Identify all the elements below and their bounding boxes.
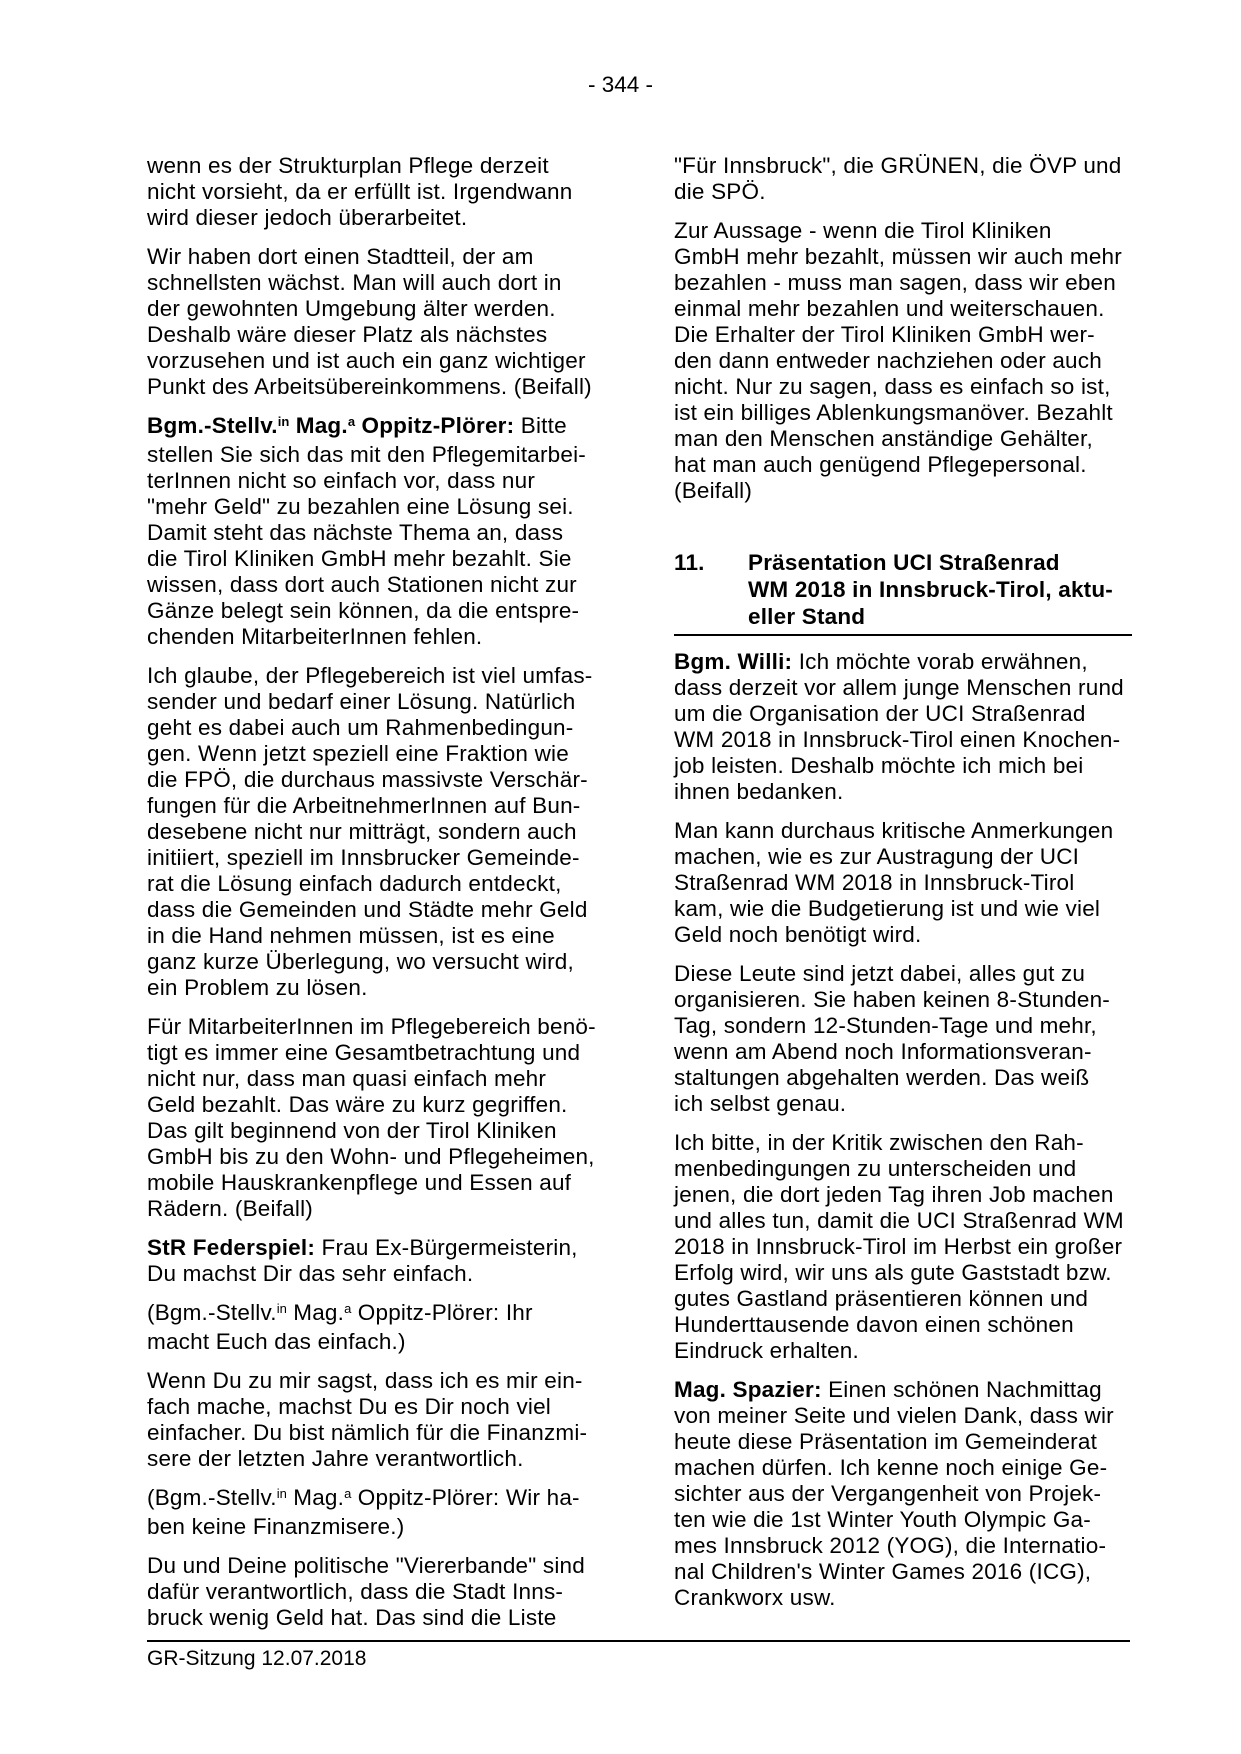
text-line — [674, 244, 1132, 270]
text-line — [147, 1118, 609, 1144]
section-title — [748, 549, 1113, 630]
text-line — [674, 1013, 1132, 1039]
paragraph — [674, 961, 1132, 1117]
text-line — [674, 1559, 1132, 1585]
text-segment: rat die Lösung einfach dadurch entdeckt, — [147, 871, 562, 896]
text-line — [748, 549, 1113, 576]
paragraph — [147, 153, 609, 231]
text-line — [674, 1312, 1132, 1338]
text-line — [147, 689, 609, 715]
text-segment: tigt es immer eine Gesamtbetrachtung und — [147, 1040, 581, 1065]
text-segment: um die Organisation der UCI Straßenrad — [674, 701, 1086, 726]
text-segment: dass derzeit vor allem junge Menschen rund — [674, 675, 1124, 700]
text-segment: WM 2018 in Innsbruck-Tirol, aktu- — [748, 577, 1113, 602]
text-line — [674, 649, 1132, 675]
text-segment: Rädern. (Beifall) — [147, 1196, 313, 1221]
text-line — [147, 663, 609, 689]
text-segment: mes Innsbruck 2012 (YOG), die Internatio- — [674, 1533, 1107, 1558]
text-line — [147, 322, 609, 348]
text-segment: organisieren. Sie haben keinen 8-Stunden- — [674, 987, 1110, 1012]
text-segment: einmal mehr bezahlen und weiterschauen. — [674, 296, 1105, 321]
text-segment: nicht. Nur zu sagen, dass es einfach so ist, — [674, 374, 1111, 399]
text-segment: eller Stand — [748, 604, 866, 629]
text-line — [147, 845, 609, 871]
text-line — [147, 1014, 609, 1040]
text-segment: geht es dabei auch um Rahmenbedingun- — [147, 715, 574, 740]
text-line — [147, 741, 609, 767]
text-segment: Ich möchte vorab erwähnen, — [792, 649, 1088, 674]
paragraph — [674, 218, 1132, 504]
paragraph — [674, 1377, 1132, 1611]
text-line — [147, 1605, 609, 1631]
text-line — [147, 244, 609, 270]
text-line — [674, 896, 1132, 922]
paragraph — [147, 244, 609, 400]
text-segment: Damit steht das nächste Thema an, dass — [147, 520, 564, 545]
text-segment: staltungen abgehalten werden. Das weiß — [674, 1065, 1090, 1090]
text-line — [674, 1182, 1132, 1208]
text-segment: Mag. — [286, 1485, 345, 1510]
text-segment: GmbH mehr bezahlt, müssen wir auch mehr — [674, 244, 1122, 269]
text-segment: bezahlen - muss man sagen, dass wir eben — [674, 270, 1116, 295]
text-segment: Oppitz-Plörer: — [355, 413, 515, 438]
text-line — [674, 296, 1132, 322]
text-line — [147, 270, 609, 296]
page-number: - 344 - — [587, 72, 654, 97]
text-segment: jenen, die dort jeden Tag ihren Job machen — [674, 1182, 1114, 1207]
text-line — [147, 1040, 609, 1066]
text-line — [674, 779, 1132, 805]
text-line — [147, 296, 609, 322]
superscript: in — [276, 1486, 287, 1501]
paragraph — [147, 1485, 609, 1540]
text-segment: Hunderttausende davon einen schönen — [674, 1312, 1074, 1337]
text-segment: Mag. — [289, 413, 348, 438]
left-column — [147, 153, 609, 1631]
text-segment: Wir haben dort einen Stadtteil, der am — [147, 244, 534, 269]
text-line — [674, 1429, 1132, 1455]
text-line — [147, 1420, 609, 1446]
text-line — [674, 1039, 1132, 1065]
paragraph — [147, 1014, 609, 1222]
text-line — [147, 572, 609, 598]
text-line — [674, 987, 1132, 1013]
superscript: a — [347, 414, 356, 429]
right-column — [674, 153, 1132, 1611]
superscript: in — [276, 1301, 287, 1316]
text-segment: man den Menschen anständige Gehälter, — [674, 426, 1093, 451]
text-segment: Du und Deine politische "Viererbande" sind — [147, 1553, 585, 1578]
text-segment: wenn es der Strukturplan Pflege derzeit — [147, 153, 549, 178]
text-line — [674, 322, 1132, 348]
text-segment: ben keine Finanzmisere.) — [147, 1514, 405, 1539]
text-segment: Die Erhalter der Tirol Kliniken GmbH wer- — [674, 322, 1095, 347]
text-segment: bruck wenig Geld hat. Das sind die Liste — [147, 1605, 557, 1630]
text-segment: dafür verantwortlich, dass die Stadt Inns- — [147, 1579, 564, 1604]
text-segment: Wenn Du zu mir sagst, dass ich es mir ein- — [147, 1368, 583, 1393]
text-line — [674, 1533, 1132, 1559]
text-line — [147, 468, 609, 494]
text-line — [147, 1368, 609, 1394]
text-line — [674, 1065, 1132, 1091]
text-segment: chenden MitarbeiterInnen fehlen. — [147, 624, 483, 649]
text-segment: Einen schönen Nachmittag — [821, 1377, 1102, 1402]
text-line — [147, 1196, 609, 1222]
text-segment: die FPÖ, die durchaus massivste Verschär- — [147, 767, 588, 792]
text-line — [147, 413, 609, 442]
text-segment: nal Children's Winter Games 2016 (ICG), — [674, 1559, 1092, 1584]
text-line — [147, 1300, 609, 1329]
text-segment: Bgm. Willi: — [674, 649, 793, 674]
text-line — [674, 1156, 1132, 1182]
section-heading — [674, 549, 1132, 636]
text-line — [748, 576, 1113, 603]
text-line — [147, 494, 609, 520]
text-segment: hat man auch genügend Pflegepersonal. — [674, 452, 1087, 477]
paragraph — [674, 153, 1132, 205]
text-line — [147, 546, 609, 572]
text-segment: schnellsten wächst. Man will auch dort in — [147, 270, 562, 295]
text-segment: Mag. Spazier: — [674, 1377, 822, 1402]
text-segment: fungen für die ArbeitnehmerInnen auf Bun- — [147, 793, 581, 818]
text-segment: kam, wie die Budgetierung ist und wie viel — [674, 896, 1101, 921]
text-segment: "mehr Geld" zu bezahlen eine Lösung sei. — [147, 494, 574, 519]
text-line — [147, 179, 609, 205]
text-line — [147, 871, 609, 897]
text-segment: und alles tun, damit die UCI Straßenrad WM — [674, 1208, 1124, 1233]
text-segment: Geld bezahlt. Das wäre zu kurz gegriffen. — [147, 1092, 568, 1117]
text-line — [147, 442, 609, 468]
text-segment: dass die Gemeinden und Städte mehr Geld — [147, 897, 588, 922]
text-segment: Gänze belegt sein können, da die entspre- — [147, 598, 580, 623]
text-line — [674, 753, 1132, 779]
text-line — [674, 961, 1132, 987]
text-segment: Geld noch benötigt wird. — [674, 922, 922, 947]
text-line — [674, 426, 1132, 452]
text-line — [147, 374, 609, 400]
text-line — [147, 598, 609, 624]
text-line — [674, 1481, 1132, 1507]
text-line — [748, 603, 1113, 630]
text-segment: (Beifall) — [674, 478, 753, 503]
text-line — [147, 923, 609, 949]
text-segment: Erfolg wird, wir uns als gute Gaststadt bzw. — [674, 1260, 1112, 1285]
paragraph — [147, 1553, 609, 1631]
text-segment: wird dieser jedoch überarbeitet. — [147, 205, 468, 230]
text-segment: Oppitz-Plörer: Wir ha- — [351, 1485, 580, 1510]
text-line — [147, 1170, 609, 1196]
text-segment: wissen, dass dort auch Stationen nicht zur — [147, 572, 577, 597]
text-segment: der gewohnten Umgebung älter werden. — [147, 296, 556, 321]
text-line — [674, 153, 1132, 179]
text-line — [674, 1455, 1132, 1481]
text-segment: Das gilt beginnend von der Tirol Kliniken — [147, 1118, 557, 1143]
text-segment: Zur Aussage - wenn die Tirol Kliniken — [674, 218, 1052, 243]
text-segment: GmbH bis zu den Wohn- und Pflegeheimen, — [147, 1144, 595, 1169]
text-line — [147, 1329, 609, 1355]
text-line — [674, 1234, 1132, 1260]
text-line — [674, 818, 1132, 844]
paragraph — [674, 818, 1132, 948]
text-line — [147, 1553, 609, 1579]
text-segment: einfacher. Du bist nämlich für die Finanzmi- — [147, 1420, 588, 1445]
text-line — [147, 624, 609, 650]
text-segment: 2018 in Innsbruck-Tirol im Herbst ein großer — [674, 1234, 1123, 1259]
text-line — [147, 767, 609, 793]
text-line — [674, 179, 1132, 205]
text-line — [147, 348, 609, 374]
text-line — [674, 478, 1132, 504]
text-segment: (Bgm.-Stellv. — [147, 1485, 277, 1510]
text-line — [674, 218, 1132, 244]
text-segment: Frau Ex-Bürgermeisterin, — [315, 1235, 578, 1260]
text-line — [147, 975, 609, 1001]
paragraph — [147, 1235, 609, 1287]
text-line — [147, 1235, 609, 1261]
text-segment: Punkt des Arbeitsübereinkommens. (Beifall) — [147, 374, 592, 399]
text-segment: in die Hand nehmen müssen, ist es eine — [147, 923, 555, 948]
text-line — [674, 844, 1132, 870]
text-line — [674, 727, 1132, 753]
text-segment: Crankworx usw. — [674, 1585, 836, 1610]
text-segment: Präsentation UCI Straßenrad — [748, 550, 1060, 575]
text-line — [674, 400, 1132, 426]
text-segment: die SPÖ. — [674, 179, 766, 204]
text-segment: Eindruck erhalten. — [674, 1338, 859, 1363]
text-line — [674, 675, 1132, 701]
text-segment: stellen Sie sich das mit den Pflegemitarbei- — [147, 442, 587, 467]
text-line — [147, 205, 609, 231]
text-segment: Diese Leute sind jetzt dabei, alles gut zu — [674, 961, 1086, 986]
text-segment: sere der letzten Jahre verantwortlich. — [147, 1446, 524, 1471]
paragraph — [147, 413, 609, 650]
text-line — [147, 1394, 609, 1420]
text-line — [674, 374, 1132, 400]
text-segment: von meiner Seite und vielen Dank, dass wir — [674, 1403, 1114, 1428]
text-segment: ein Problem zu lösen. — [147, 975, 368, 1000]
text-segment: ten wie die 1st Winter Youth Olympic Ga- — [674, 1507, 1091, 1532]
text-line — [674, 922, 1132, 948]
text-line — [674, 1403, 1132, 1429]
text-segment: Deshalb wäre dieser Platz als nächstes — [147, 322, 548, 347]
text-segment: Man kann durchaus kritische Anmerkungen — [674, 818, 1114, 843]
text-segment: nicht vorsieht, da er erfüllt ist. Irgendwann — [147, 179, 573, 204]
text-line — [147, 153, 609, 179]
text-line — [674, 348, 1132, 374]
text-line — [674, 1091, 1132, 1117]
superscript: in — [277, 414, 290, 429]
text-line — [674, 1208, 1132, 1234]
text-line — [147, 1485, 609, 1514]
text-line — [147, 715, 609, 741]
text-segment: den dann entweder nachziehen oder auch — [674, 348, 1102, 373]
text-segment: WM 2018 in Innsbruck-Tirol einen Knochen- — [674, 727, 1121, 752]
text-segment: ihnen bedanken. — [674, 779, 844, 804]
text-segment: fach mache, machst Du es Dir noch viel — [147, 1394, 552, 1419]
text-segment: Oppitz-Plörer: Ihr — [351, 1300, 533, 1325]
text-segment: Bgm.-Stellv. — [147, 413, 278, 438]
text-segment: StR Federspiel: — [147, 1235, 316, 1260]
text-segment: sichter aus der Vergangenheit von Projek- — [674, 1481, 1102, 1506]
text-segment: desebene nicht nur mitträgt, sondern auch — [147, 819, 577, 844]
superscript: a — [344, 1301, 352, 1316]
text-segment: Tag, sondern 12-Stunden-Tage und mehr, — [674, 1013, 1097, 1038]
text-line — [147, 1514, 609, 1540]
text-segment: machen dürfen. Ich kenne noch einige Ge- — [674, 1455, 1108, 1480]
text-segment: Du machst Dir das sehr einfach. — [147, 1261, 474, 1286]
footer-session-label: GR-Sitzung 12.07.2018 — [147, 1647, 367, 1670]
text-segment: initiiert, speziell im Innsbrucker Gemeinde- — [147, 845, 580, 870]
text-segment: "Für Innsbruck", die GRÜNEN, die ÖVP und — [674, 153, 1122, 178]
text-line — [674, 1585, 1132, 1611]
text-line — [674, 701, 1132, 727]
paragraph — [147, 1300, 609, 1355]
text-line — [674, 1377, 1132, 1403]
text-line — [147, 1579, 609, 1605]
text-line — [147, 1092, 609, 1118]
text-segment: Ich bitte, in der Kritik zwischen den Rah- — [674, 1130, 1084, 1155]
text-segment: gen. Wenn jetzt speziell eine Fraktion wie — [147, 741, 569, 766]
text-line — [147, 793, 609, 819]
text-line — [147, 520, 609, 546]
text-segment: mobile Hauskrankenpflege und Essen auf — [147, 1170, 572, 1195]
text-line — [674, 1130, 1132, 1156]
text-segment: (Bgm.-Stellv. — [147, 1300, 277, 1325]
text-line — [147, 897, 609, 923]
text-segment: ich selbst genau. — [674, 1091, 847, 1116]
text-segment: nicht nur, dass man quasi einfach mehr — [147, 1066, 547, 1091]
text-segment: die Tirol Kliniken GmbH mehr bezahlt. Sie — [147, 546, 572, 571]
text-line — [674, 452, 1132, 478]
text-segment: menbedingungen zu unterscheiden und — [674, 1156, 1077, 1181]
text-segment: Für MitarbeiterInnen im Pflegebereich benö- — [147, 1014, 596, 1039]
paragraph — [147, 1368, 609, 1472]
paragraph — [674, 649, 1132, 805]
text-segment: macht Euch das einfach.) — [147, 1329, 406, 1354]
text-line — [147, 949, 609, 975]
text-segment: job leisten. Deshalb möchte ich mich bei — [674, 753, 1084, 778]
text-line — [674, 1260, 1132, 1286]
text-line — [147, 1446, 609, 1472]
superscript: a — [344, 1486, 352, 1501]
text-line — [147, 1261, 609, 1287]
text-line — [674, 270, 1132, 296]
text-line — [147, 1144, 609, 1170]
text-segment: Mag. — [286, 1300, 345, 1325]
text-line — [147, 1066, 609, 1092]
text-segment: wenn am Abend noch Informationsveran- — [674, 1039, 1092, 1064]
text-segment: gutes Gastland präsentieren können und — [674, 1286, 1089, 1311]
text-segment: ganz kurze Überlegung, wo versucht wird, — [147, 949, 574, 974]
paragraph — [147, 663, 609, 1001]
text-segment: machen, wie es zur Austragung der UCI — [674, 844, 1080, 869]
text-segment: heute diese Präsentation im Gemeinderat — [674, 1429, 1098, 1454]
text-segment: terInnen nicht so einfach vor, dass nur — [147, 468, 536, 493]
text-line — [674, 1338, 1132, 1364]
footer-divider — [147, 1640, 1130, 1642]
paragraph — [674, 1130, 1132, 1364]
text-line — [674, 870, 1132, 896]
text-segment: Bitte — [514, 413, 567, 438]
text-segment: sender und bedarf einer Lösung. Natürlich — [147, 689, 576, 714]
text-line — [147, 819, 609, 845]
text-segment: vorzusehen und ist auch ein ganz wichtiger — [147, 348, 586, 373]
text-line — [674, 1507, 1132, 1533]
text-line — [674, 1286, 1132, 1312]
text-segment: Ich glaube, der Pflegebereich ist viel umfas- — [147, 663, 593, 688]
text-segment: ist ein billiges Ablenkungsmanöver. Bezahlt — [674, 400, 1113, 425]
section-number: 11. — [674, 550, 705, 575]
text-segment: Straßenrad WM 2018 in Innsbruck-Tirol — [674, 870, 1075, 895]
